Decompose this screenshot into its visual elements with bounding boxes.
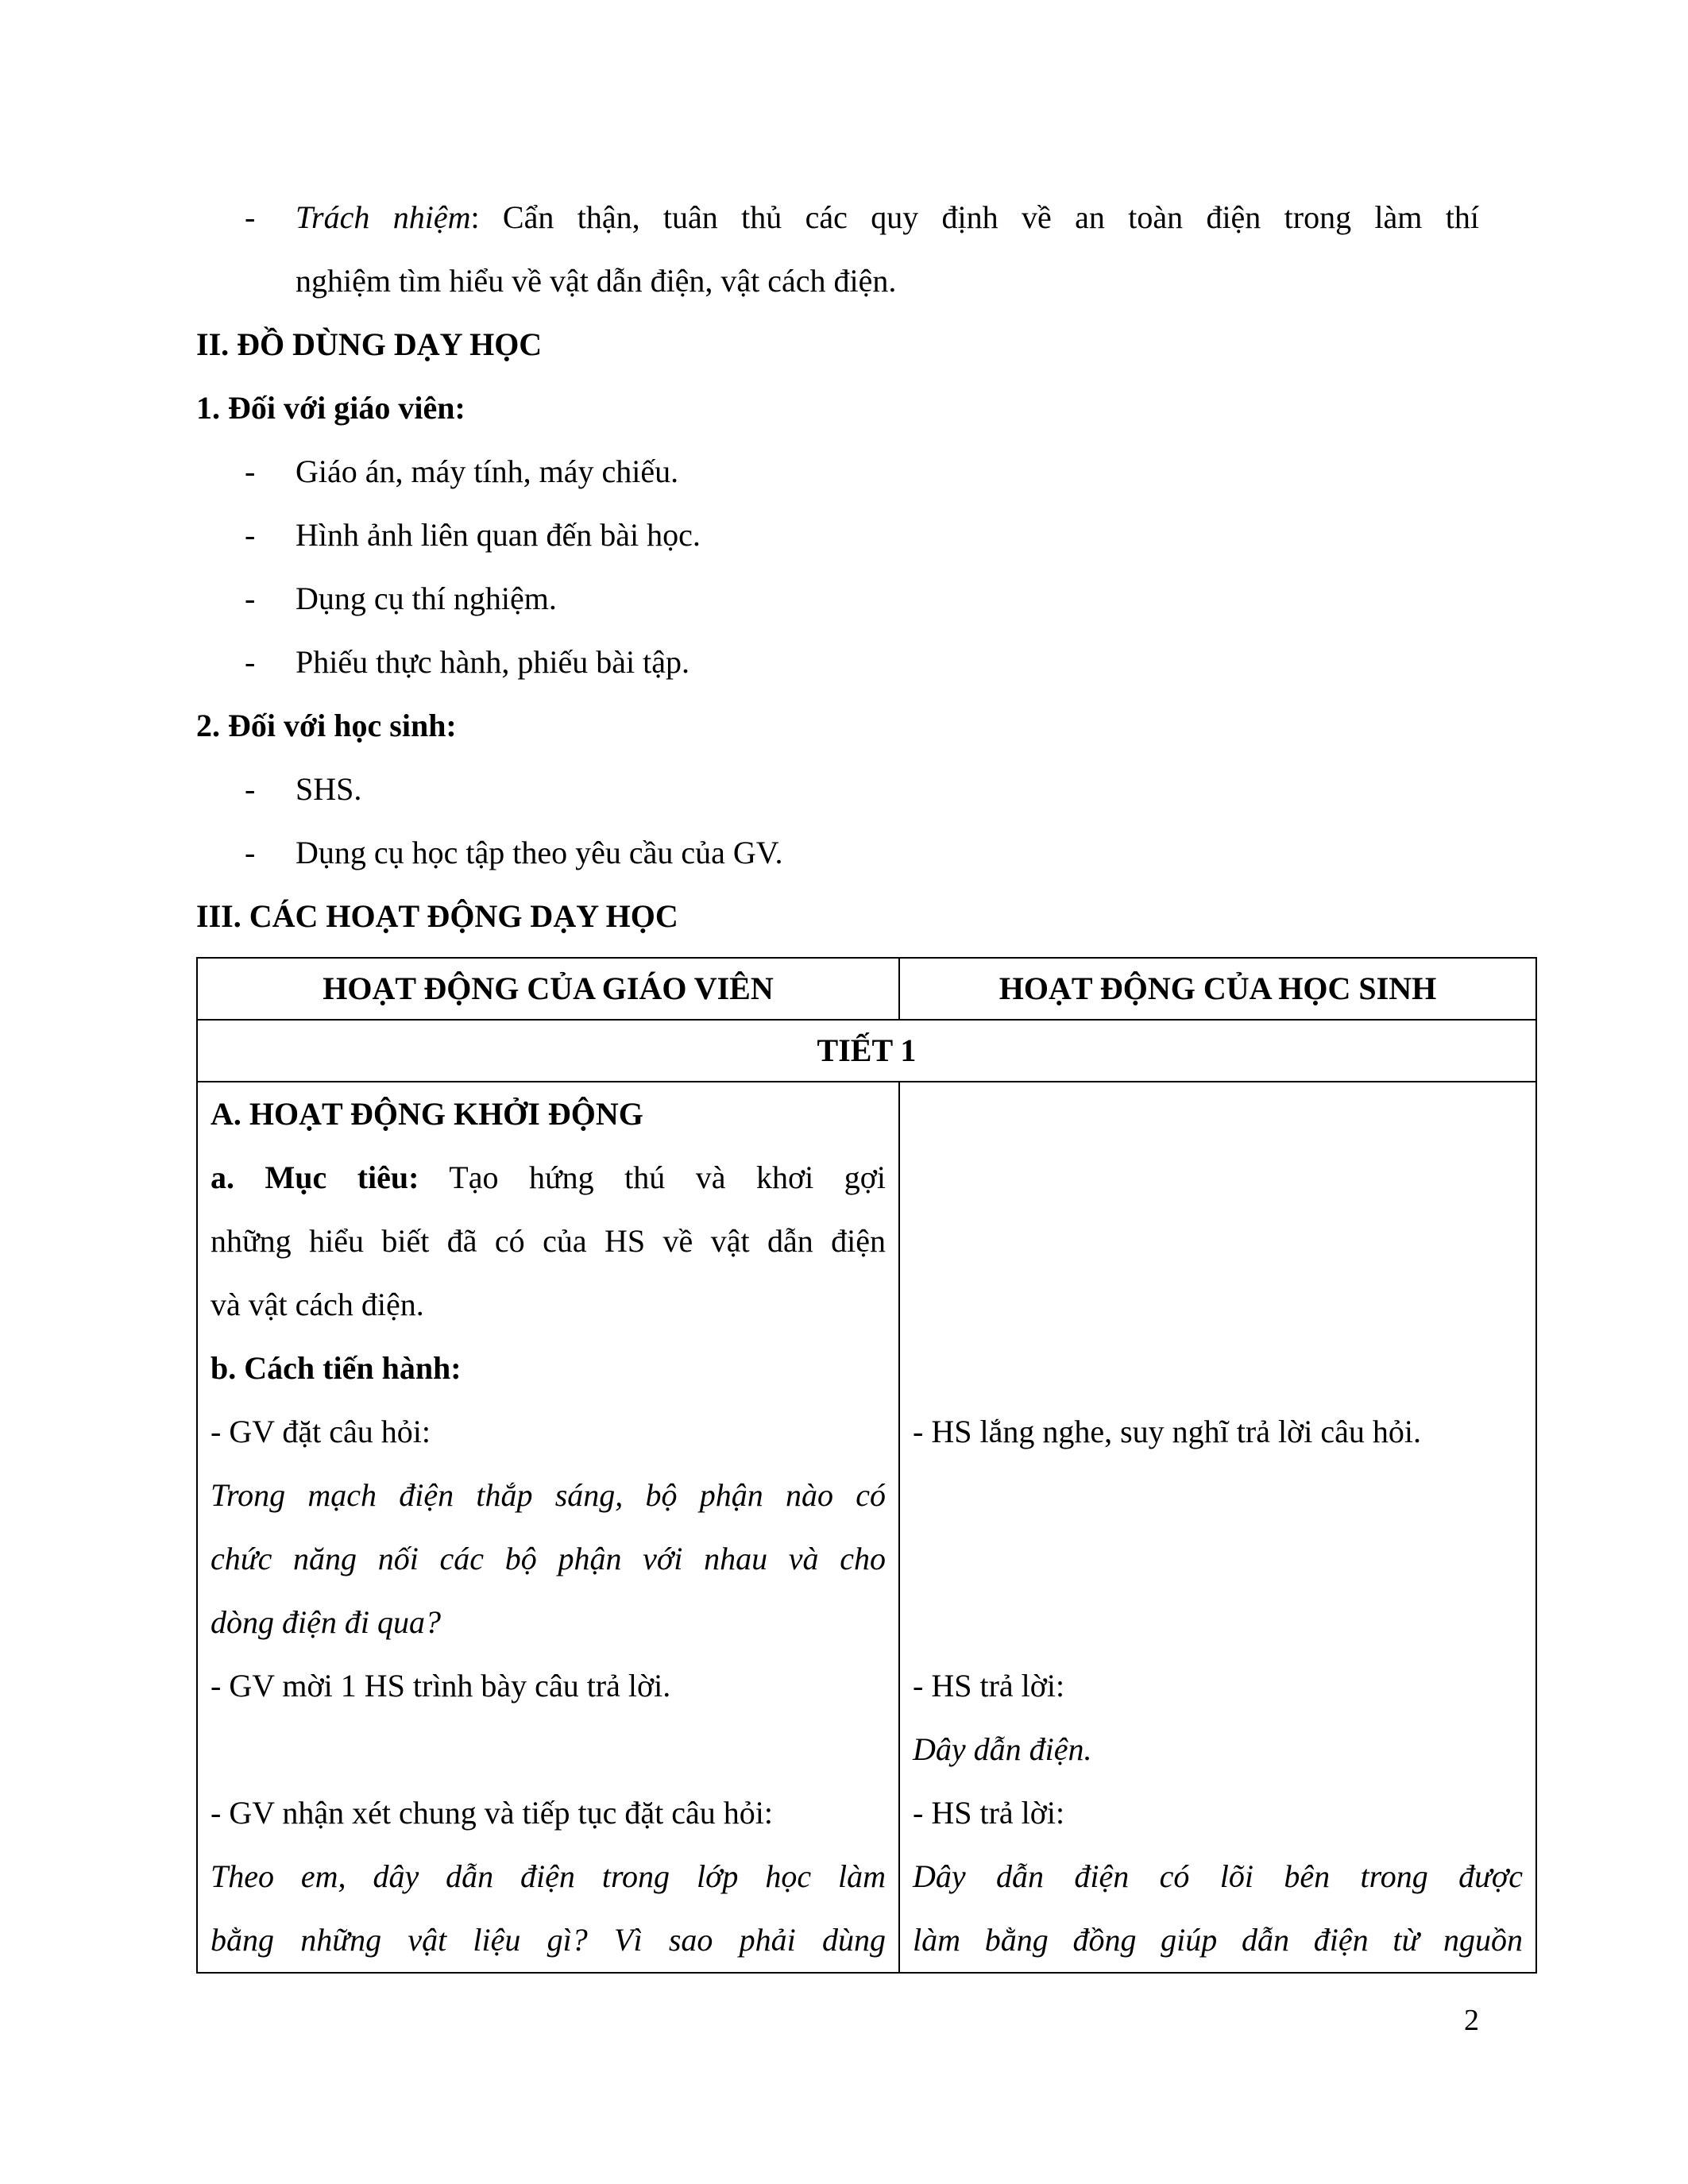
bullet-dash: -	[245, 517, 256, 553]
teacher-item: Phiếu thực hành, phiếu bài tập.	[295, 644, 690, 680]
answer-1-text: Dây dẫn điện.	[913, 1731, 1092, 1767]
answer-2-intro: - HS trả lời:	[913, 1795, 1065, 1831]
bullet-dash: -	[245, 199, 256, 235]
teacher-activity-cell	[197, 1082, 899, 1973]
question-2-line-1: Theo em, dây dẫn điện trong lớp học làm	[211, 1858, 886, 1894]
period-row	[197, 1020, 1536, 1082]
teacher-item: Dụng cụ thí nghiệm.	[295, 581, 557, 616]
period-label: TIẾT 1	[197, 1020, 1536, 1082]
student-item: SHS.	[295, 771, 362, 807]
table-row	[197, 1082, 1536, 1973]
responsibility-text: : Cẩn thận, tuân thủ các quy định về an toàn điện trong làm thí	[470, 199, 1479, 235]
spacer	[913, 1464, 1523, 1527]
responsibility-line-1	[295, 199, 1479, 237]
answer-2-line-1: Dây dẫn điện có lõi bên trong được	[913, 1858, 1523, 1894]
method-label: b. Cách tiến hành:	[211, 1350, 462, 1386]
spacer	[913, 1337, 1523, 1400]
student-listen: - HS lắng nghe, suy nghĩ trả lời câu hỏi.	[913, 1414, 1421, 1449]
responsibility-line-2: nghiệm tìm hiểu về vật dẫn điện, vật cách điện.	[295, 263, 897, 299]
teacher-materials-heading: 1. Đối với giáo viên:	[196, 390, 465, 426]
teacher-item: Giáo án, máy tính, máy chiếu.	[295, 453, 679, 489]
invite-student: - GV mời 1 HS trình bày câu trả lời.	[211, 1668, 671, 1704]
spacer	[211, 1718, 886, 1781]
teacher-item: Hình ảnh liên quan đến bài học.	[295, 517, 701, 553]
page-number: 2	[1464, 2004, 1479, 2037]
goal-line-2: những hiểu biết đã có của HS về vật dẫn điện	[211, 1223, 886, 1259]
bullet-dash: -	[245, 835, 256, 870]
spacer	[913, 1527, 1523, 1591]
spacer	[913, 1210, 1523, 1273]
goal-line-3: và vật cách điện.	[211, 1287, 424, 1322]
question-1-line-3: dòng điện đi qua?	[211, 1604, 441, 1640]
goal-line-1	[211, 1146, 886, 1210]
question-2-intro: - GV nhận xét chung và tiếp tục đặt câu hỏi:	[211, 1795, 773, 1831]
student-materials-heading: 2. Đối với học sinh:	[196, 708, 457, 743]
responsibility-term: Trách nhiệm	[295, 199, 471, 235]
bullet-dash: -	[245, 453, 256, 489]
goal-text: Tạo hứng thú và khơi gợi	[419, 1160, 886, 1195]
answer-1-intro: - HS trả lời:	[913, 1668, 1065, 1704]
student-activity-cell	[899, 1082, 1536, 1973]
bullet-dash: -	[245, 644, 256, 680]
student-item: Dụng cụ học tập theo yêu cầu của GV.	[295, 835, 783, 870]
activity-table	[196, 957, 1537, 1974]
question-1-line-2: chức năng nối các bộ phận với nhau và cho	[211, 1541, 886, 1576]
question-2-line-2: bằng những vật liệu gì? Vì sao phải dùng	[211, 1922, 886, 1958]
answer-2-line-2: làm bằng đồng giúp dẫn điện từ nguồn	[913, 1922, 1523, 1958]
question-1-line-1: Trong mạch điện thắp sáng, bộ phận nào có	[211, 1477, 886, 1513]
spacer	[913, 1082, 1523, 1146]
question-1-intro: - GV đặt câu hỏi:	[211, 1414, 431, 1449]
activity-title: A. HOẠT ĐỘNG KHỞI ĐỘNG	[211, 1096, 643, 1132]
student-column-header: HOẠT ĐỘNG CỦA HỌC SINH	[899, 958, 1536, 1020]
section-2-title: II. ĐỒ DÙNG DẠY HỌC	[196, 326, 543, 362]
spacer	[913, 1591, 1523, 1654]
spacer	[913, 1273, 1523, 1337]
table-header-row	[197, 958, 1536, 1020]
bullet-dash: -	[245, 771, 256, 807]
goal-label: a. Mục tiêu:	[211, 1160, 419, 1195]
section-3-title: III. CÁC HOẠT ĐỘNG DẠY HỌC	[196, 898, 678, 934]
spacer	[913, 1146, 1523, 1210]
bullet-dash: -	[245, 581, 256, 616]
teacher-column-header: HOẠT ĐỘNG CỦA GIÁO VIÊN	[197, 958, 899, 1020]
